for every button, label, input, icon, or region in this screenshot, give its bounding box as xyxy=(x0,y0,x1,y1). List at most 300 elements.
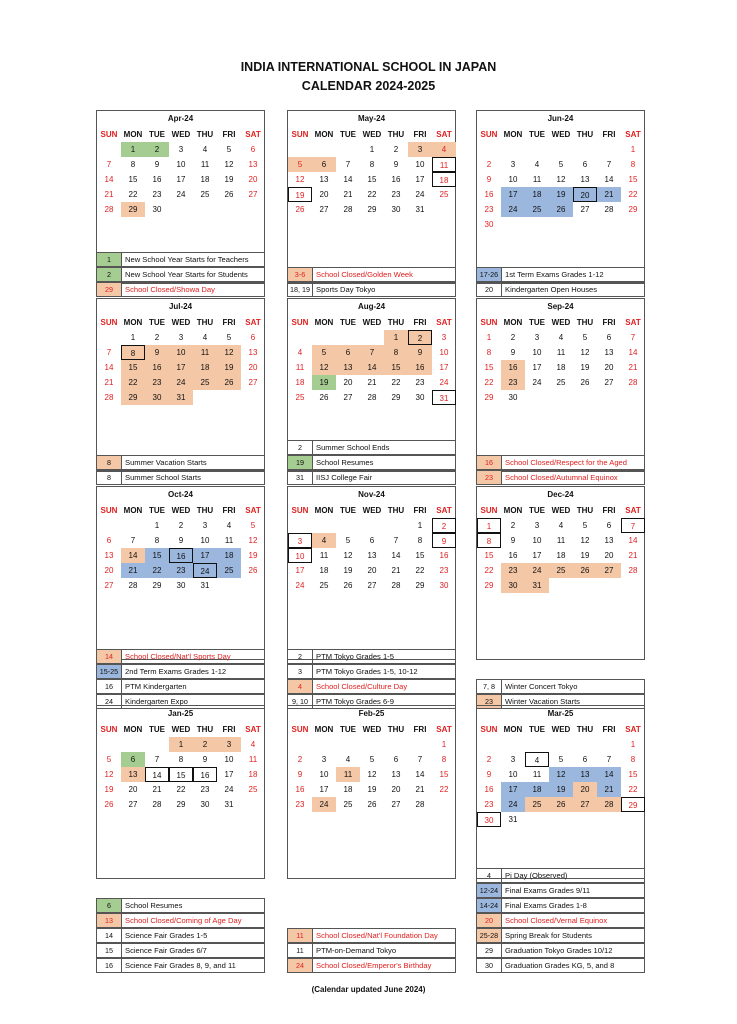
day-cell: 11 xyxy=(200,160,210,169)
legend-key: 3-6 xyxy=(288,268,313,281)
day-cell: 22 xyxy=(415,566,425,575)
day-cell: 29 xyxy=(152,581,162,590)
weekday-header: SAT xyxy=(245,318,261,327)
day-cell: 20 xyxy=(367,566,377,575)
weekday-header: MON xyxy=(123,725,143,734)
day-cell: 15 xyxy=(484,363,494,372)
day-cell: 9 xyxy=(486,175,492,184)
month-title: Apr-24 xyxy=(167,114,194,123)
day-cell: 15 xyxy=(367,175,377,184)
day-cell: 14 xyxy=(597,767,621,782)
day-cell: 21 xyxy=(415,785,425,794)
day-cell: 31 xyxy=(224,800,234,809)
weekday-header: FRI xyxy=(602,318,616,327)
day-cell: 15 xyxy=(628,175,638,184)
weekday-header: SAT xyxy=(436,130,452,139)
day-cell: 22 xyxy=(391,378,401,387)
weekday-header: WED xyxy=(551,318,571,327)
day-cell: 20 xyxy=(319,190,329,199)
day-cell: 18 xyxy=(525,782,549,797)
weekday-header: TUE xyxy=(340,318,356,327)
legend-row xyxy=(96,267,265,282)
day-cell: 5 xyxy=(369,755,375,764)
day-cell: 30 xyxy=(501,578,525,593)
day-cell: 14 xyxy=(628,348,638,357)
day-cell: 26 xyxy=(573,563,597,578)
day-cell: 4 xyxy=(226,521,232,530)
day-cell: 17 xyxy=(319,785,329,794)
day-cell: 9 xyxy=(154,160,160,169)
day-cell: 27 xyxy=(367,581,377,590)
legend-text: School Closed/Nat'l Foundation Day xyxy=(316,931,438,940)
day-cell: 9 xyxy=(510,536,516,545)
day-cell: 12 xyxy=(343,551,353,560)
legend-row xyxy=(476,943,645,958)
legend-text: New School Year Starts for Students xyxy=(125,270,248,279)
day-cell: 19 xyxy=(549,782,573,797)
day-cell: 26 xyxy=(549,797,573,812)
day-cell: 30 xyxy=(145,390,169,405)
day-cell: 12 xyxy=(224,160,234,169)
day-cell: 16 xyxy=(408,360,432,375)
legend-row xyxy=(96,943,265,958)
day-cell: 28 xyxy=(104,205,114,214)
day-cell: 17 xyxy=(193,548,217,563)
day-cell: 3 xyxy=(178,145,184,154)
legend-row xyxy=(287,440,456,455)
day-cell: 14 xyxy=(604,175,614,184)
day-cell: 30 xyxy=(152,205,162,214)
day-cell: 19 xyxy=(580,363,590,372)
legend-key: 14 xyxy=(97,650,122,663)
day-cell: 10 xyxy=(532,348,542,357)
day-cell: 5 xyxy=(582,521,588,530)
legend-text: School Resumes xyxy=(125,901,183,910)
day-cell: 21 xyxy=(597,187,621,202)
weekday-header: THU xyxy=(387,725,405,734)
month-title: Jul-24 xyxy=(168,302,193,311)
day-cell: 27 xyxy=(391,800,401,809)
day-cell: 10 xyxy=(200,536,210,545)
weekday-header: TUE xyxy=(340,506,356,515)
legend-row xyxy=(476,883,645,898)
day-cell: 15 xyxy=(439,770,449,779)
day-cell: 12 xyxy=(549,767,573,782)
day-cell: 31 xyxy=(415,205,425,214)
legend-row xyxy=(476,913,645,928)
day-cell: 23 xyxy=(391,190,401,199)
day-cell: 4 xyxy=(202,145,208,154)
day-cell: 21 xyxy=(597,782,621,797)
day-cell: 17 xyxy=(532,363,542,372)
day-cell: 26 xyxy=(549,202,573,217)
day-cell: 13 xyxy=(367,551,377,560)
day-cell: 9 xyxy=(145,345,169,360)
day-cell: 2 xyxy=(510,333,516,342)
day-cell: 19 xyxy=(312,375,336,390)
day-cell: 5 xyxy=(226,145,232,154)
day-cell: 16 xyxy=(145,360,169,375)
day-cell: 19 xyxy=(580,551,590,560)
day-cell: 6 xyxy=(606,521,612,530)
day-cell: 23 xyxy=(169,563,193,578)
day-cell: 2 xyxy=(393,145,399,154)
weekday-header: WED xyxy=(551,725,571,734)
calendar-title: CALENDAR 2024-2025 xyxy=(301,79,436,93)
weekday-header: SUN xyxy=(480,506,498,515)
day-cell: 26 xyxy=(248,566,258,575)
weekday-header: FRI xyxy=(222,318,236,327)
legend-key: 17-26 xyxy=(477,268,502,281)
legend-text: School Closed/Showa Day xyxy=(125,285,215,294)
day-cell: 23 xyxy=(200,785,210,794)
day-cell: 14 xyxy=(360,360,384,375)
weekday-header: SUN xyxy=(100,130,118,139)
day-cell: 5 xyxy=(288,157,312,172)
weekday-header: SAT xyxy=(436,506,452,515)
weekday-header: TUE xyxy=(529,318,545,327)
day-cell: 24 xyxy=(525,563,549,578)
day-cell: 20 xyxy=(391,785,401,794)
day-cell: 2 xyxy=(297,755,303,764)
weekday-header: THU xyxy=(387,506,405,515)
day-cell: 30 xyxy=(415,393,425,402)
legend-row xyxy=(287,455,456,470)
day-cell: 30 xyxy=(439,581,449,590)
weekday-header: SAT xyxy=(625,318,641,327)
weekday-header: SUN xyxy=(100,725,118,734)
weekday-header: FRI xyxy=(413,318,427,327)
month-title: Dec-24 xyxy=(547,490,574,499)
month-panel xyxy=(96,298,265,472)
day-cell: 25 xyxy=(439,190,449,199)
legend-text: 1st Term Exams Grades 1-12 xyxy=(505,270,604,279)
weekday-header: SAT xyxy=(245,725,261,734)
day-cell: 20 xyxy=(604,363,614,372)
day-cell: 7 xyxy=(106,348,112,357)
day-cell: 6 xyxy=(250,145,256,154)
legend-text: Kindergarten Expo xyxy=(125,697,188,706)
day-cell: 19 xyxy=(104,785,114,794)
day-cell: 22 xyxy=(176,785,186,794)
weekday-header: TUE xyxy=(340,725,356,734)
day-cell: 4 xyxy=(250,740,256,749)
day-cell: 18 xyxy=(217,548,241,563)
legend-text: School Closed/Autumnal Equinox xyxy=(505,473,618,482)
weekday-header: SAT xyxy=(625,725,641,734)
day-cell: 18 xyxy=(193,360,217,375)
day-cell: 8 xyxy=(178,755,184,764)
day-cell: 13 xyxy=(391,770,401,779)
day-cell: 20 xyxy=(604,551,614,560)
month-title: Jan-25 xyxy=(167,709,194,718)
day-cell: 8 xyxy=(630,160,636,169)
weekday-header: SAT xyxy=(436,318,452,327)
day-cell: 29 xyxy=(121,202,145,217)
day-cell: 4 xyxy=(534,160,540,169)
day-cell: 26 xyxy=(343,581,353,590)
day-cell: 15 xyxy=(415,551,425,560)
day-cell: 18 xyxy=(343,785,353,794)
legend-text: Spring Break for Students xyxy=(505,931,592,940)
legend-text: Summer School Starts xyxy=(125,473,201,482)
day-cell: 18 xyxy=(248,770,258,779)
legend-text: School Closed/Golden Week xyxy=(316,270,413,279)
legend-key: 4 xyxy=(477,869,502,882)
day-cell: 24 xyxy=(415,190,425,199)
day-cell: 16 xyxy=(484,190,494,199)
day-cell: 6 xyxy=(582,160,588,169)
day-cell: 6 xyxy=(582,755,588,764)
day-cell: 25 xyxy=(549,563,573,578)
legend-row xyxy=(476,898,645,913)
day-cell: 11 xyxy=(248,755,258,764)
day-cell: 13 xyxy=(336,360,360,375)
weekday-header: WED xyxy=(362,130,382,139)
day-cell: 8 xyxy=(441,755,447,764)
legend-key: 2 xyxy=(288,650,313,663)
day-cell: 19 xyxy=(549,187,573,202)
day-cell: 6 xyxy=(336,345,360,360)
legend-text: Graduation Tokyo Grades 10/12 xyxy=(505,946,613,955)
legend-key: 24 xyxy=(288,959,313,972)
day-cell: 16 xyxy=(391,175,401,184)
weekday-header: WED xyxy=(171,130,191,139)
day-cell: 28 xyxy=(628,566,638,575)
day-cell: 9 xyxy=(202,755,208,764)
weekday-header: MON xyxy=(503,506,523,515)
day-cell: 2 xyxy=(432,518,456,533)
weekday-header: SUN xyxy=(291,318,309,327)
weekday-header: THU xyxy=(576,318,594,327)
day-cell: 2 xyxy=(193,737,217,752)
month-title: Nov-24 xyxy=(358,490,385,499)
weekday-header: TUE xyxy=(529,130,545,139)
day-cell: 27 xyxy=(604,378,614,387)
day-cell: 6 xyxy=(250,333,256,342)
day-cell: 19 xyxy=(248,551,258,560)
month-panel xyxy=(287,705,456,879)
day-cell: 13 xyxy=(248,348,258,357)
legend-key: 16 xyxy=(97,680,122,693)
day-cell: 22 xyxy=(628,190,638,199)
day-cell: 8 xyxy=(630,755,636,764)
legend-key: 3 xyxy=(288,665,313,678)
day-cell: 20 xyxy=(573,782,597,797)
day-cell: 15 xyxy=(145,548,169,563)
day-cell: 3 xyxy=(534,521,540,530)
month-panel xyxy=(96,705,265,879)
legend-row xyxy=(96,928,265,943)
day-cell: 2 xyxy=(178,521,184,530)
day-cell: 27 xyxy=(580,205,590,214)
day-cell: 18 xyxy=(432,172,456,187)
month-title: Mar-25 xyxy=(547,709,574,718)
day-cell: 26 xyxy=(319,393,329,402)
day-cell: 6 xyxy=(393,755,399,764)
legend-text: Science Fair Grades 6/7 xyxy=(125,946,207,955)
day-cell: 21 xyxy=(391,566,401,575)
day-cell: 30 xyxy=(200,800,210,809)
day-cell: 12 xyxy=(217,345,241,360)
day-cell: 11 xyxy=(532,770,542,779)
day-cell: 31 xyxy=(200,581,210,590)
weekday-header: MON xyxy=(314,506,334,515)
weekday-header: MON xyxy=(503,130,523,139)
legend-key: 31 xyxy=(288,471,313,484)
legend-text: Sports Day Tokyo xyxy=(316,285,376,294)
month-panel xyxy=(96,486,265,660)
day-cell: 26 xyxy=(104,800,114,809)
day-cell: 18 xyxy=(556,551,566,560)
day-cell: 25 xyxy=(200,190,210,199)
day-cell: 27 xyxy=(248,190,258,199)
day-cell: 17 xyxy=(176,175,186,184)
legend-text: School Closed/Respect for the Aged xyxy=(505,458,627,467)
day-cell: 25 xyxy=(217,563,241,578)
day-cell: 2 xyxy=(486,755,492,764)
day-cell: 28 xyxy=(415,800,425,809)
day-cell: 20 xyxy=(573,187,597,202)
weekday-header: SUN xyxy=(291,506,309,515)
day-cell: 17 xyxy=(439,363,449,372)
legend-text: School Resumes xyxy=(316,458,374,467)
legend-row xyxy=(476,928,645,943)
day-cell: 15 xyxy=(628,770,638,779)
weekday-header: THU xyxy=(196,725,214,734)
legend-key: 8 xyxy=(97,456,122,469)
day-cell: 15 xyxy=(169,767,193,782)
legend-text: Science Fair Grades 8, 9, and 11 xyxy=(125,961,236,970)
day-cell: 10 xyxy=(176,160,186,169)
legend-text: PTM-on-Demand Tokyo xyxy=(316,946,397,955)
legend-key: 24 xyxy=(97,695,122,708)
legend-key: 15-25 xyxy=(97,665,122,678)
legend-text: PTM Tokyo Grades 1-5 xyxy=(316,652,394,661)
weekday-header: SAT xyxy=(625,506,641,515)
day-cell: 25 xyxy=(193,375,217,390)
day-cell: 3 xyxy=(217,737,241,752)
day-cell: 3 xyxy=(202,521,208,530)
day-cell: 29 xyxy=(121,390,145,405)
legend-row xyxy=(96,282,265,297)
legend-row xyxy=(287,958,456,973)
legend-key: 23 xyxy=(477,471,502,484)
day-cell: 8 xyxy=(384,345,408,360)
legend-text: IISJ College Fair xyxy=(316,473,373,482)
legend-row xyxy=(476,455,645,470)
day-cell: 9 xyxy=(432,533,456,548)
day-cell: 23 xyxy=(295,800,305,809)
legend-key: 25-28 xyxy=(477,929,502,942)
day-cell: 19 xyxy=(217,360,241,375)
legend-key: 13 xyxy=(97,914,122,927)
legend-key: 15 xyxy=(97,944,122,957)
day-cell: 21 xyxy=(628,363,638,372)
day-cell: 14 xyxy=(343,175,353,184)
day-cell: 16 xyxy=(295,785,305,794)
day-cell: 15 xyxy=(128,175,138,184)
weekday-header: FRI xyxy=(413,130,427,139)
day-cell: 2 xyxy=(154,333,160,342)
day-cell: 8 xyxy=(369,160,375,169)
weekday-header: THU xyxy=(576,506,594,515)
day-cell: 17 xyxy=(501,782,525,797)
legend-row xyxy=(96,664,265,679)
day-cell: 28 xyxy=(604,205,614,214)
day-cell: 17 xyxy=(501,187,525,202)
day-cell: 4 xyxy=(558,333,564,342)
day-cell: 21 xyxy=(121,563,145,578)
day-cell: 29 xyxy=(484,393,494,402)
legend-key: 29 xyxy=(97,283,122,296)
weekday-header: FRI xyxy=(222,506,236,515)
day-cell: 14 xyxy=(391,551,401,560)
day-cell: 13 xyxy=(604,536,614,545)
legend-row xyxy=(287,267,456,282)
day-cell: 26 xyxy=(580,378,590,387)
day-cell: 24 xyxy=(176,190,186,199)
day-cell: 21 xyxy=(104,190,114,199)
day-cell: 21 xyxy=(104,378,114,387)
day-cell: 5 xyxy=(558,755,564,764)
day-cell: 3 xyxy=(408,142,432,157)
weekday-header: MON xyxy=(123,506,143,515)
day-cell: 4 xyxy=(558,521,564,530)
day-cell: 3 xyxy=(288,533,312,548)
month-panel xyxy=(476,486,645,660)
day-cell: 27 xyxy=(319,205,329,214)
weekday-header: THU xyxy=(196,318,214,327)
day-cell: 9 xyxy=(408,345,432,360)
day-cell: 2 xyxy=(486,160,492,169)
day-cell: 8 xyxy=(154,536,160,545)
day-cell: 30 xyxy=(484,220,494,229)
day-cell: 12 xyxy=(248,536,258,545)
day-cell: 7 xyxy=(606,755,612,764)
day-cell: 29 xyxy=(391,393,401,402)
legend-row xyxy=(287,943,456,958)
day-cell: 25 xyxy=(248,785,258,794)
weekday-header: FRI xyxy=(413,506,427,515)
day-cell: 8 xyxy=(417,536,423,545)
weekday-header: MON xyxy=(123,318,143,327)
legend-text: Final Exams Grades 1-8 xyxy=(505,901,587,910)
legend-row xyxy=(287,649,456,664)
weekday-header: WED xyxy=(362,318,382,327)
legend-row xyxy=(287,282,456,297)
day-cell: 14 xyxy=(104,175,114,184)
weekday-header: THU xyxy=(196,130,214,139)
day-cell: 17 xyxy=(415,175,425,184)
day-cell: 11 xyxy=(336,767,360,782)
legend-key: 9, 10 xyxy=(288,695,313,708)
day-cell: 5 xyxy=(312,345,336,360)
day-cell: 29 xyxy=(367,205,377,214)
legend-key: 20 xyxy=(477,283,502,296)
legend-row xyxy=(476,282,645,297)
legend-key: 11 xyxy=(288,944,313,957)
month-title: Feb-25 xyxy=(358,709,385,718)
day-cell: 22 xyxy=(628,785,638,794)
day-cell: 5 xyxy=(106,755,112,764)
legend-row xyxy=(96,679,265,694)
day-cell: 1 xyxy=(121,142,145,157)
day-cell: 7 xyxy=(417,755,423,764)
day-cell: 1 xyxy=(630,740,636,749)
legend-row xyxy=(476,868,645,883)
day-cell: 12 xyxy=(580,536,590,545)
